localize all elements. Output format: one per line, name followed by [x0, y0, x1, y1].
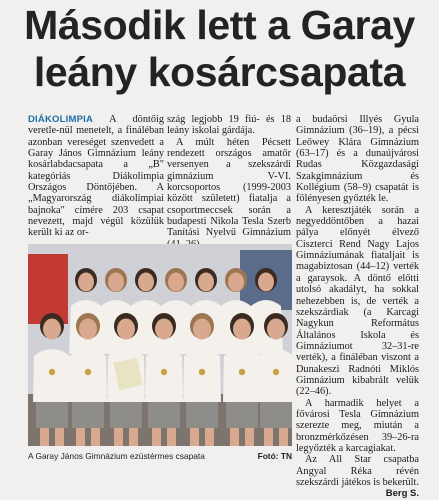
paragraph-last — [296, 454, 419, 500]
photo-credit: Fotó: TN — [257, 451, 292, 461]
player-shorts — [148, 402, 180, 428]
lead-text: A döntőig veretle-nül menetelt, a fináléban azonban vereséget szenvedett a Garay János Gimnázium leány kosárlabdacsapata a „B" kategóriás Diákolimpia Országos Döntőjében. A „Magyarország diákolimpiai bajnoka" címére 203 csapat nevezett, majd végül közülük került ki az or- — [28, 114, 164, 239]
paragraph: A harmadik helyet a fővárosi Tesla Gimnázium szerezte meg, miután a bronzmérkőzésen 39–26-ra legyőzték a karcagiakat. — [296, 397, 419, 454]
player-medal — [273, 369, 279, 375]
player-face — [228, 273, 244, 292]
player-face — [138, 273, 154, 292]
player-leg — [190, 428, 199, 446]
player-face — [117, 319, 135, 340]
player-medal — [239, 369, 245, 375]
player-shorts — [36, 402, 68, 428]
player-face — [168, 273, 184, 292]
player-leg — [40, 428, 49, 446]
player-leg — [264, 428, 273, 446]
paragraph-text: Az All Star csapatba Angyal Réka révén szekszárdi játékos is bekerült. — [296, 454, 419, 488]
player-leg — [152, 428, 161, 446]
player-medal — [199, 369, 205, 375]
player-face — [108, 273, 124, 292]
headline-line-2: leány kosárcsapata — [33, 49, 406, 95]
author-signature: Berg S. — [385, 488, 419, 500]
player-leg — [114, 428, 123, 446]
player-shorts — [72, 402, 104, 428]
player-shorts — [110, 402, 142, 428]
player-leg — [55, 428, 64, 446]
paragraph: szág legjobb 19 fiú- és 18 leány iskolai gárdája. — [167, 114, 291, 137]
player-face — [267, 319, 285, 340]
team-photo-illustration — [28, 244, 292, 446]
player-shirt — [145, 349, 183, 402]
player-shirt — [257, 349, 292, 402]
player-leg — [205, 428, 214, 446]
article-column-3 — [296, 114, 419, 500]
lead-paragraph — [28, 114, 164, 239]
kicker: DIÁKOLIMPIA — [28, 114, 94, 125]
paragraph: a budaörsi Illyés Gyula Gimnázium (36–19), a pécsi Leőwey Klára Gimnázium (63–17) és a dunaújvárosi Rudas Közgazdasági Szakgimnázium és Kollégium (58–9) csapatát is fölényesen győzték le. — [296, 114, 419, 205]
player-shorts — [260, 402, 292, 428]
paragraph: A múlt héten Pécsett rendezett országos amatőr versenyen a szekszárdi gimnázium V-VI. korcsoportos (1999-2003 között született) fiatalja a csoportmeccsek során a budapesti Nikola Tesla Szerb Tanítási Nyelvű Gimnázium — [167, 136, 291, 239]
article-column-2 — [167, 114, 291, 250]
player-leg — [279, 428, 288, 446]
player-shorts — [186, 402, 218, 428]
player-leg — [76, 428, 85, 446]
headline — [0, 2, 439, 96]
player-leg — [230, 428, 239, 446]
player-face — [78, 273, 94, 292]
player-leg — [129, 428, 138, 446]
paragraph: A keresztjáték során a negyeddöntőben a hazai pálya előnyét élvező Ciszterci Rend Nagy Lajos Gimnáziumának fiataljait is magabiztosan (44–12) verték a garaysok. A döntő előtti utolsó akadályt, ha sokkal nehezebben is, de verték a szekszárdiak (a Karcagi Nagykun Református Általános Iskola és Gimnáziumot 32–31-re verték), a fináléban viszont a Dunakeszi Radnóti Miklós Gimnázium kibabrált velük (22–46). — [296, 204, 419, 398]
player-shirt — [69, 349, 107, 402]
player-face — [233, 319, 251, 340]
player-medal — [161, 369, 167, 375]
photo-caption: A Garay János Gimnázium ezüstérmes csapata — [28, 451, 205, 461]
player-leg — [91, 428, 100, 446]
player-leg — [245, 428, 254, 446]
player-face — [79, 319, 97, 340]
player-shorts — [226, 402, 258, 428]
player-face — [193, 319, 211, 340]
team-photo — [28, 244, 292, 446]
player-face — [43, 319, 61, 340]
player-face — [258, 273, 274, 292]
article-column-1 — [28, 114, 164, 239]
player-shirt — [223, 349, 261, 402]
player-face — [155, 319, 173, 340]
photo-banner-left — [28, 254, 68, 324]
player-leg — [167, 428, 176, 446]
player-shirt — [33, 349, 71, 402]
player-shirt — [183, 349, 221, 402]
headline-line-1: Második lett a Garay — [24, 2, 415, 48]
player-medal — [49, 369, 55, 375]
player-face — [198, 273, 214, 292]
player-medal — [85, 369, 91, 375]
